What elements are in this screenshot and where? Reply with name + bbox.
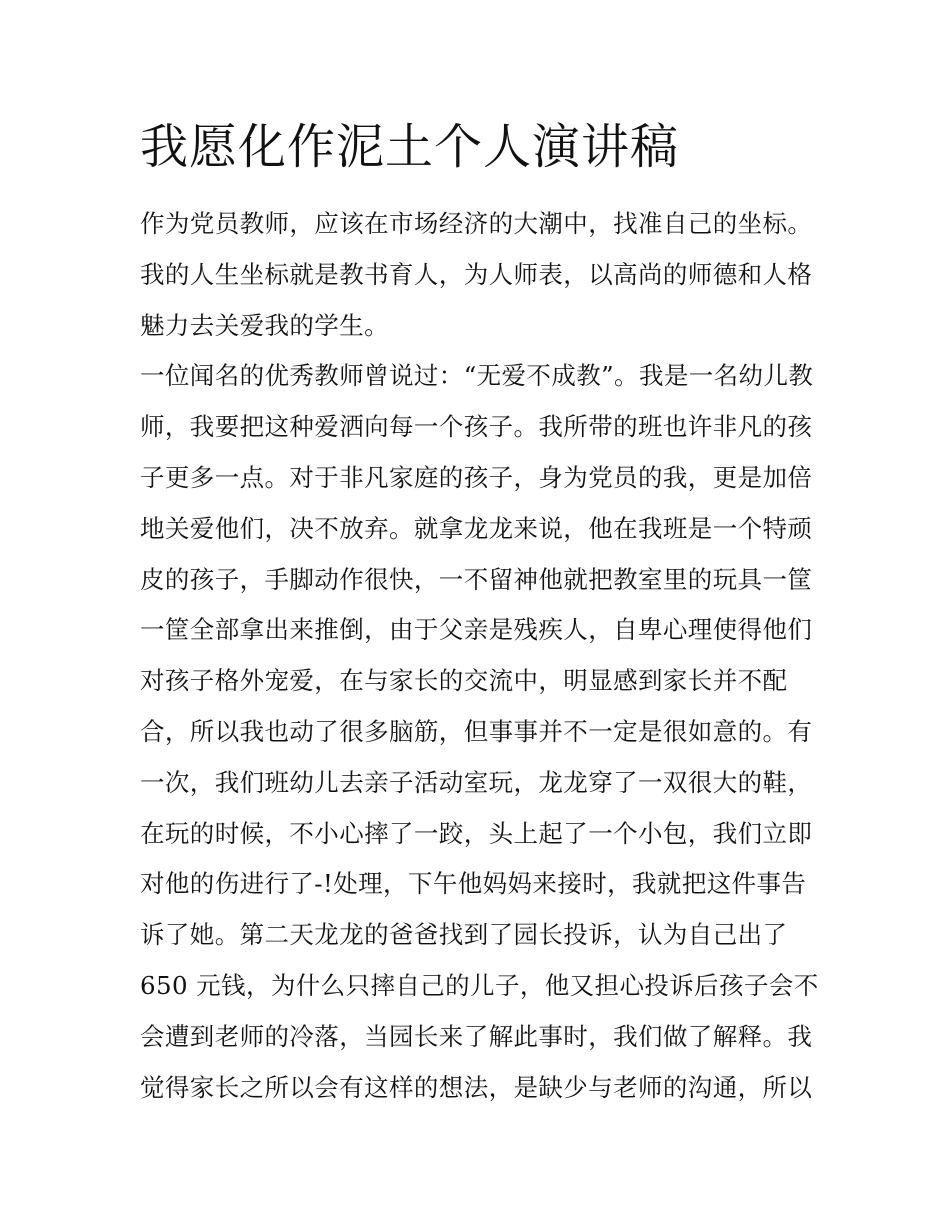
body-line: 一位闻名的优秀教师曾说过：“无爱不成教”。我是一名幼儿教 — [140, 361, 814, 391]
body-line: 作为党员教师，应该在市场经济的大潮中，找准自己的坐标。 — [140, 209, 813, 238]
body-line: 觉得家长之所以会有这样的想法，是缺少与老师的沟通，所以 — [140, 1072, 813, 1102]
body-line: 一筐全部拿出来推倒，由于父亲是残疾人，自卑心理使得他们 — [140, 615, 813, 645]
body-line: 合，所以我也动了很多脑筋，但事事并不一定是很如意的。有 — [140, 716, 813, 746]
body-line: 魅力去关爱我的学生。 — [140, 310, 389, 340]
body-line: 一次，我们班幼儿去亲子活动室玩，龙龙穿了一双很大的鞋， — [140, 767, 813, 797]
body-line: 650 元钱，为什么只摔自己的儿子，他又担心投诉后孩子会不 — [140, 970, 819, 1000]
body-line: 诉了她。第二天龙龙的爸爸找到了园长投诉，认为自己出了 — [140, 920, 788, 950]
body-line: 师，我要把这种爱洒向每一个孩子。我所带的班也许非凡的孩 — [140, 412, 813, 442]
document-title: 我愿化作泥土个人演讲稿 — [140, 119, 680, 175]
body-line: 在玩的时候，不小心摔了一跤，头上起了一个小包，我们立即 — [140, 818, 813, 848]
body-line: 对他的伤进行了-!处理，下午他妈妈来接时，我就把这件事告 — [140, 869, 807, 899]
document-body — [140, 199, 830, 1113]
body-line: 我的人生坐标就是教书育人，为人师表，以高尚的师德和人格 — [140, 259, 813, 289]
body-line: 皮的孩子，手脚动作很快，一不留神他就把教室里的玩具一筐 — [140, 564, 813, 594]
body-line: 子更多一点。对于非凡家庭的孩子，身为党员的我，更是加倍 — [140, 462, 813, 492]
body-line: 对孩子格外宠爱，在与家长的交流中，明显感到家长并不配 — [140, 666, 788, 696]
body-line: 会遭到老师的冷落，当园长来了解此事时，我们做了解释。我 — [140, 1021, 813, 1051]
body-line: 地关爱他们，决不放弃。就拿龙龙来说，他在我班是一个特顽 — [140, 513, 813, 543]
